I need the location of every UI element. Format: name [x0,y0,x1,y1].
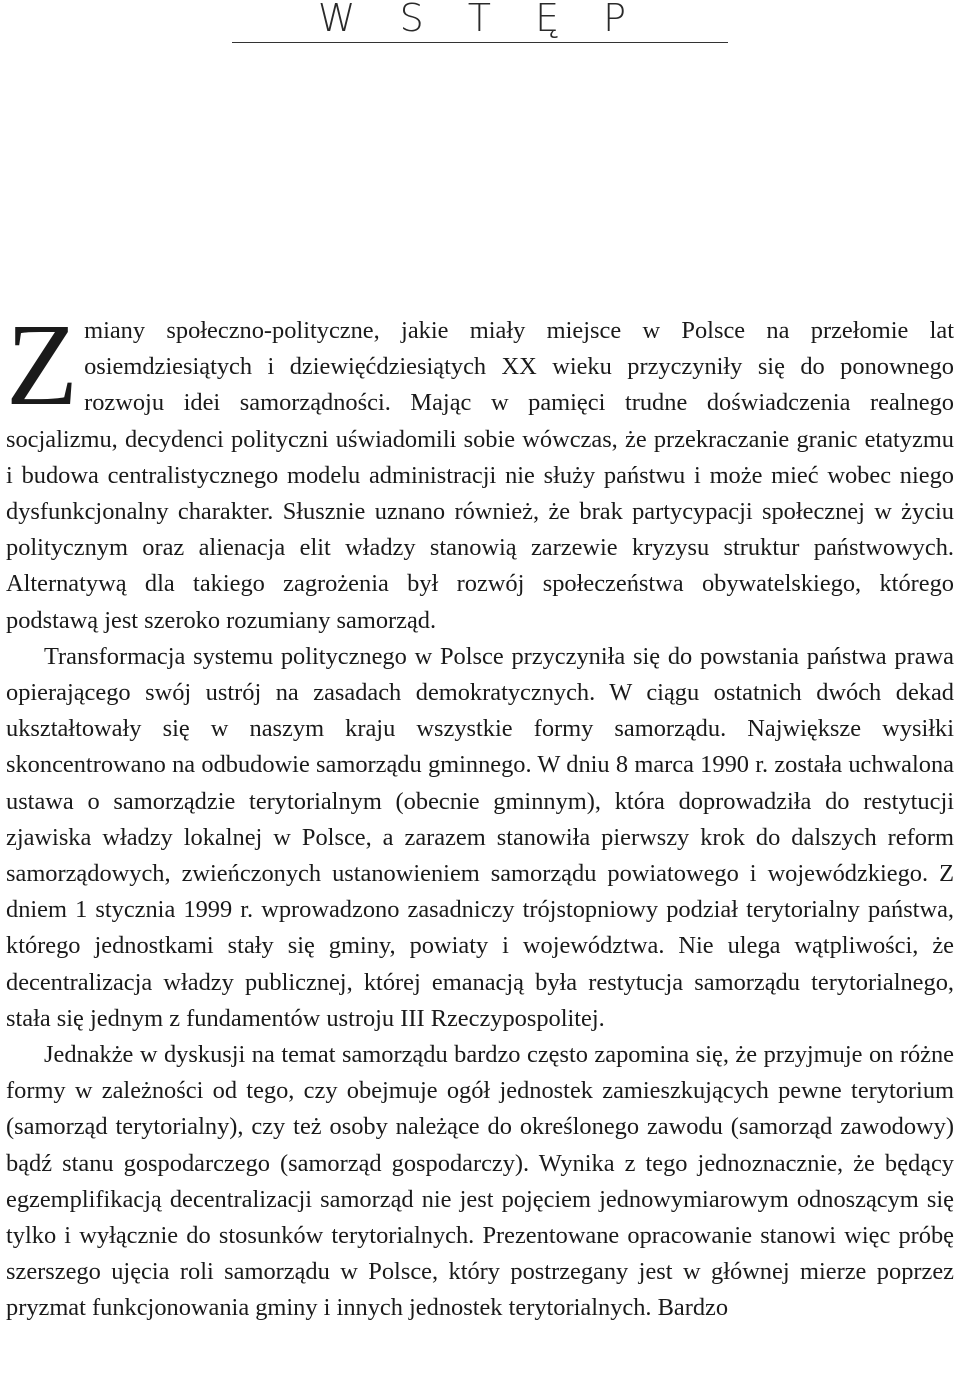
paragraph-2: Transformacja systemu politycznego w Polsce przyczyniła się do powstania państwa prawa opierającego swój ustrój na zasadach demokratycznych. W ciągu ostatnich dwóch dekad ukształtowały się w naszym kraju wszystkie formy samorządu. Największe wysiłki skoncentrowano na odbudowie samorządu gminnego. W dniu 8 marca 1990 r. została uchwalona ustawa o samorządzie terytorialnym (obecnie gminnym), która doprowadziła do restytucji zjawiska władzy lokalnej w Polsce, a zarazem stanowiła pierwszy krok do dalszych reform samorządowych, zwieńczonych ustanowieniem samorządu powiatowego i wojewódzkiego. Z dniem 1 stycznia 1999 r. wprowadzono zasadniczy trójstopniowy podział terytorialny państwa, którego jednostkami stały się gminy, powiaty i województwa. Nie ulega wątpliwości, że decentralizacja władzy publicznej, której emanacją była restytucja samorządu terytorialnego, stała się jednym z fundamentów ustroju III Rzeczypospolitej. [6,642,954,1032]
paragraph-1 [6,299,954,639]
body-text [6,299,954,1327]
chapter-title: W S T Ę P [317,0,643,40]
paragraph-3: Jednakże w dyskusji na temat samorządu bardzo często zapomina się, że przyjmuje on różne formy w zależności od tego, czy obejmuje ogół jednostek zamieszkujących pewne terytorium (samorząd terytorialny), czy też osoby należące do określonego zawodu (samorząd zawodowy) bądź stanu gospodarczego (samorząd gospodarczy). Wynika z tego jednoznacznie, że będący egzemplifikacją decentralizacji samorząd nie jest pojęciem jednowymiarowym odnoszącym się tylko i wyłącznie do stosunków terytorialnych. Prezentowane opracowanie stanowi więc próbę szerszego ujęcia roli samorządu w Polsce, który postrzegany jest w głównej mierze poprzez pryzmat funkcjonowania gminy i innych jednostek terytorialnych. Bardzo [6,1041,954,1322]
drop-cap: Z [6,299,79,430]
paragraph-1-text: miany społeczno-polityczne, jakie miały miejsce w Polsce na przełomie lat osiemdziesiątych i dziewięćdziesiątych XX wieku przyczyniły się do ponownego rozwoju idei samorządności. Mając w pamięci trudne doświadczenia realnego socjalizmu, decydenci polityczni uświadomili sobie wówczas, że przekraczanie granic etatyzmu i budowa centralistycznego modelu administracji nie służy państwu i może mieć wobec niego dysfunkcjonalny charakter. Słusznie uznano również, że brak partycypacji społecznej w życiu politycznym oraz alienacja elit władzy stanowią zarzewie kryzysu struktur państwowych. Alternatywą dla takiego zagrożenia był rozwój społeczeństwa obywatelskiego, którego podstawą jest szeroko rozumiany samorząd. [6,317,954,634]
title-underline [232,42,728,43]
